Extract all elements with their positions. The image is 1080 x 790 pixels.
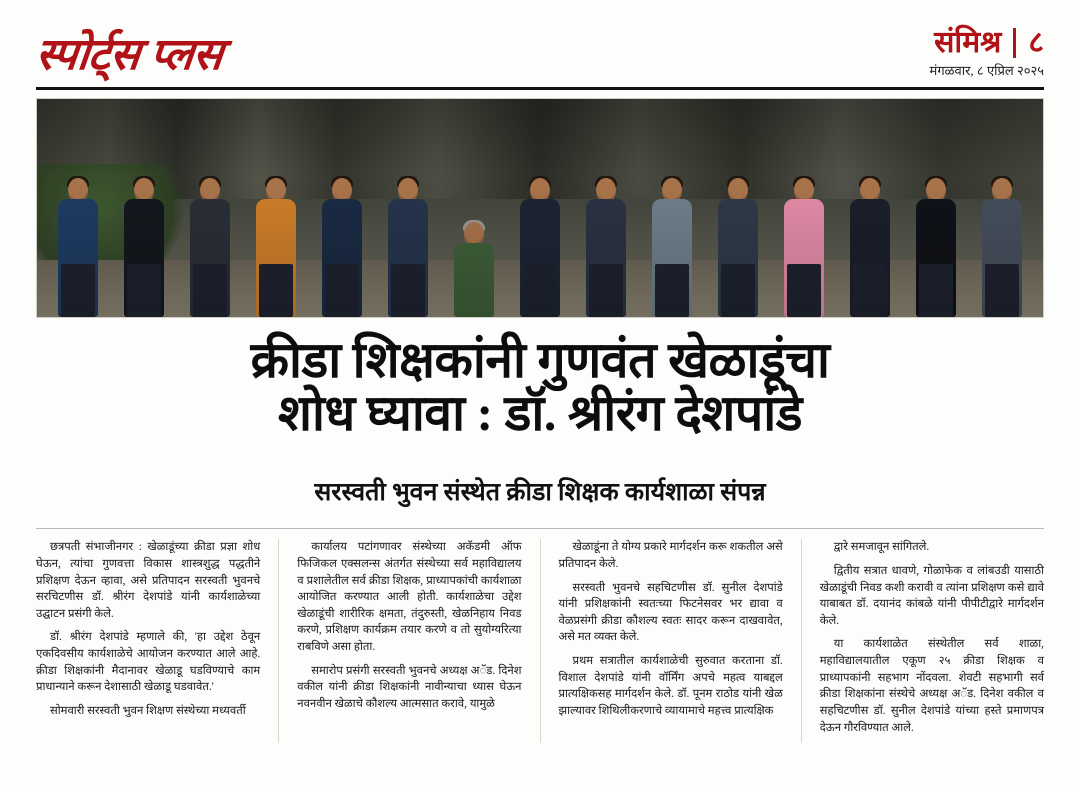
person-figure <box>508 178 572 317</box>
person-legs <box>391 264 425 317</box>
person-figure <box>46 178 110 317</box>
paragraph: द्वितीय सत्रात धावणे, गोळाफेक व लांबउडी यासाठी खेळाडूंची निवड कशी करावी व त्यांना प्रशिक्षण कसे द्यावे याबाबत डॉ. दयानंद कांबळे यांनी पीपीटीद्वारे मार्गदर्शन केले. <box>819 564 1044 627</box>
paragraph: सोमवारी सरस्वती भुवन शिक्षण संस्थेच्या मध्यवर्ती <box>50 705 246 718</box>
article-column-3 <box>540 539 783 743</box>
subheadline: सरस्वती भुवन संस्थेत क्रीडा शिक्षक कार्यशाळा संपन्न <box>314 478 766 506</box>
publication-date: मंगळवार, ८ एप्रिल २०२५ <box>929 63 1044 78</box>
person-figure <box>310 178 374 317</box>
person-legs <box>325 264 359 317</box>
paragraph: समारोप प्रसंगी सरस्वती भुवनचे अध्यक्ष अॅड. दिनेश वकील यांनी क्रीडा शिक्षकांनी नावीन्याचा ध्यास घेऊन नवनवीन खेळाचे कौशल्य आत्मसात करावे, यामुळे <box>297 664 522 711</box>
article-body <box>36 539 1044 743</box>
headline <box>36 334 1044 440</box>
person-figure-seated <box>442 222 506 317</box>
person-legs <box>721 264 755 317</box>
brand-name: संमिश्र <box>934 26 1002 59</box>
person-legs <box>523 264 557 317</box>
person-legs <box>919 264 953 317</box>
paragraph: कार्यालय पटांगणावर संस्थेच्या अकॅडमी ऑफ फिजिकल एक्सलन्स अंतर्गत संस्थेच्या सर्व महाविद्यालय व प्रशालेतील सर्व क्रीडा शिक्षक, प्राध्यापकांची कार्यशाळा आयोजित करण्यात आली होती. कार्यशाळेचा उद्देश खेळाडूंची शारीरिक क्षमता, तंदुरुस्ती, खेळनिहाय निवड करणे, प्रशिक्षण कार्यक्रम तयार करणे व तो सुयोग्यरित्या राबविणे असा होता. <box>297 541 522 654</box>
brand-block <box>934 28 1044 58</box>
person-legs <box>61 264 95 317</box>
person-figure <box>706 178 770 317</box>
section-title: स्पोर्ट्स प्लस <box>33 30 225 79</box>
person-legs <box>655 264 689 317</box>
headline-line-1: क्रीडा शिक्षकांनी गुणवंत खेळाडूंचा <box>250 332 830 388</box>
paragraph: डॉ. श्रीरंग देशपांडे म्हणाले की, 'हा उद्देश ठेवून एकदिवसीय कार्यशाळेचे आयोजन करण्यात आले आहे. क्रीडा शिक्षकांनी मैदानावर खेळाडू घडविण्याचे काम प्राधान्याने करून देशासाठी खेळाडू घडवावेत.' <box>36 631 261 694</box>
person-figure <box>772 178 836 317</box>
person-legs <box>127 264 161 317</box>
paragraph: सरस्वती भुवनचे सहचिटणीस डॉ. सुनील देशपांडे यांनी प्रशिक्षकांनी स्वतःच्या फिटनेसवर भर द्यावा व वेळप्रसंगी क्रीडा कौशल्य स्वतः सादर करून दाखवावेत, असे मत व्यक्त केले. <box>558 581 783 644</box>
masthead <box>33 0 1044 83</box>
brand-separator <box>1013 28 1016 58</box>
paragraph: द्वारे समजावून सांगितले. <box>833 541 930 554</box>
person-figure <box>904 178 968 317</box>
news-photo <box>36 98 1044 318</box>
page-number: ८ <box>1028 26 1044 59</box>
headline-line-2: शोध घ्यावा : डॉ. श्रीरंग देशपांडे <box>278 385 802 441</box>
person-figure <box>178 178 242 317</box>
person-legs <box>589 264 623 317</box>
article-column-1 <box>36 539 260 743</box>
photo-group-of-people <box>37 134 1043 317</box>
paragraph: खेळाडूंना ते योग्य प्रकारे मार्गदर्शन करू शकतील असे प्रतिपादन केले. <box>558 541 783 570</box>
masthead-right <box>930 28 1044 77</box>
person-legs <box>853 264 887 317</box>
person-figure <box>112 178 176 317</box>
paragraph: प्रथम सत्रातील कार्यशाळेची सुरुवात करताना डॉ. विशाल देशपांडे यांनी वॉर्मिंग अपचे महत्व याबद्दल प्रात्यक्षिकसह मार्गदर्शन केले. डॉ. पूनम राठोड यांनी खेळ झाल्यावर शिथिलीकरणाचे व्यायामाचे महत्त्व प्रात्यक्षिक <box>558 655 783 718</box>
person-figure <box>244 178 308 317</box>
person-legs <box>787 264 821 317</box>
person-figure <box>640 178 704 317</box>
paragraph: छत्रपती संभाजीनगर : खेळाडूंच्या क्रीडा प्रज्ञा शोध घेऊन, त्यांचा गुणवत्ता विकास शास्त्रशुद्ध पद्धतीने प्रशिक्षण देऊन व्हावा, असे प्रतिपादन सरस्वती भुवनचे सरचिटणीस डॉ. श्रीरंग देशपांडे यांनी कार्यशाळेच्या उद्घाटन प्रसंगी केले. <box>36 541 261 620</box>
article-column-4 <box>801 539 1044 743</box>
person-legs <box>985 264 1019 317</box>
person-legs <box>193 264 227 317</box>
person-body <box>454 243 494 317</box>
person-figure <box>838 178 902 317</box>
article-column-2 <box>278 539 521 743</box>
person-legs <box>259 264 293 317</box>
person-figure <box>376 178 440 317</box>
masthead-rule <box>36 87 1044 90</box>
person-figure <box>574 178 638 317</box>
subhead-rule <box>36 528 1044 529</box>
person-figure <box>970 178 1034 317</box>
paragraph: या कार्यशाळेत संस्थेतील सर्व शाळा, महाविद्यालयातील एकूण २५ क्रीडा शिक्षक व प्राध्यापकांनी सहभाग नोंदवला. शेवटी सहभागी सर्व क्रीडा शिक्षकांना संस्थेचे अध्यक्ष अॅड. दिनेश वकील व सहचिटणीस डॉ. सुनील देशपांडे यांच्या हस्ते प्रमाणपत्र देऊन गौरविण्यात आले. <box>819 638 1044 734</box>
